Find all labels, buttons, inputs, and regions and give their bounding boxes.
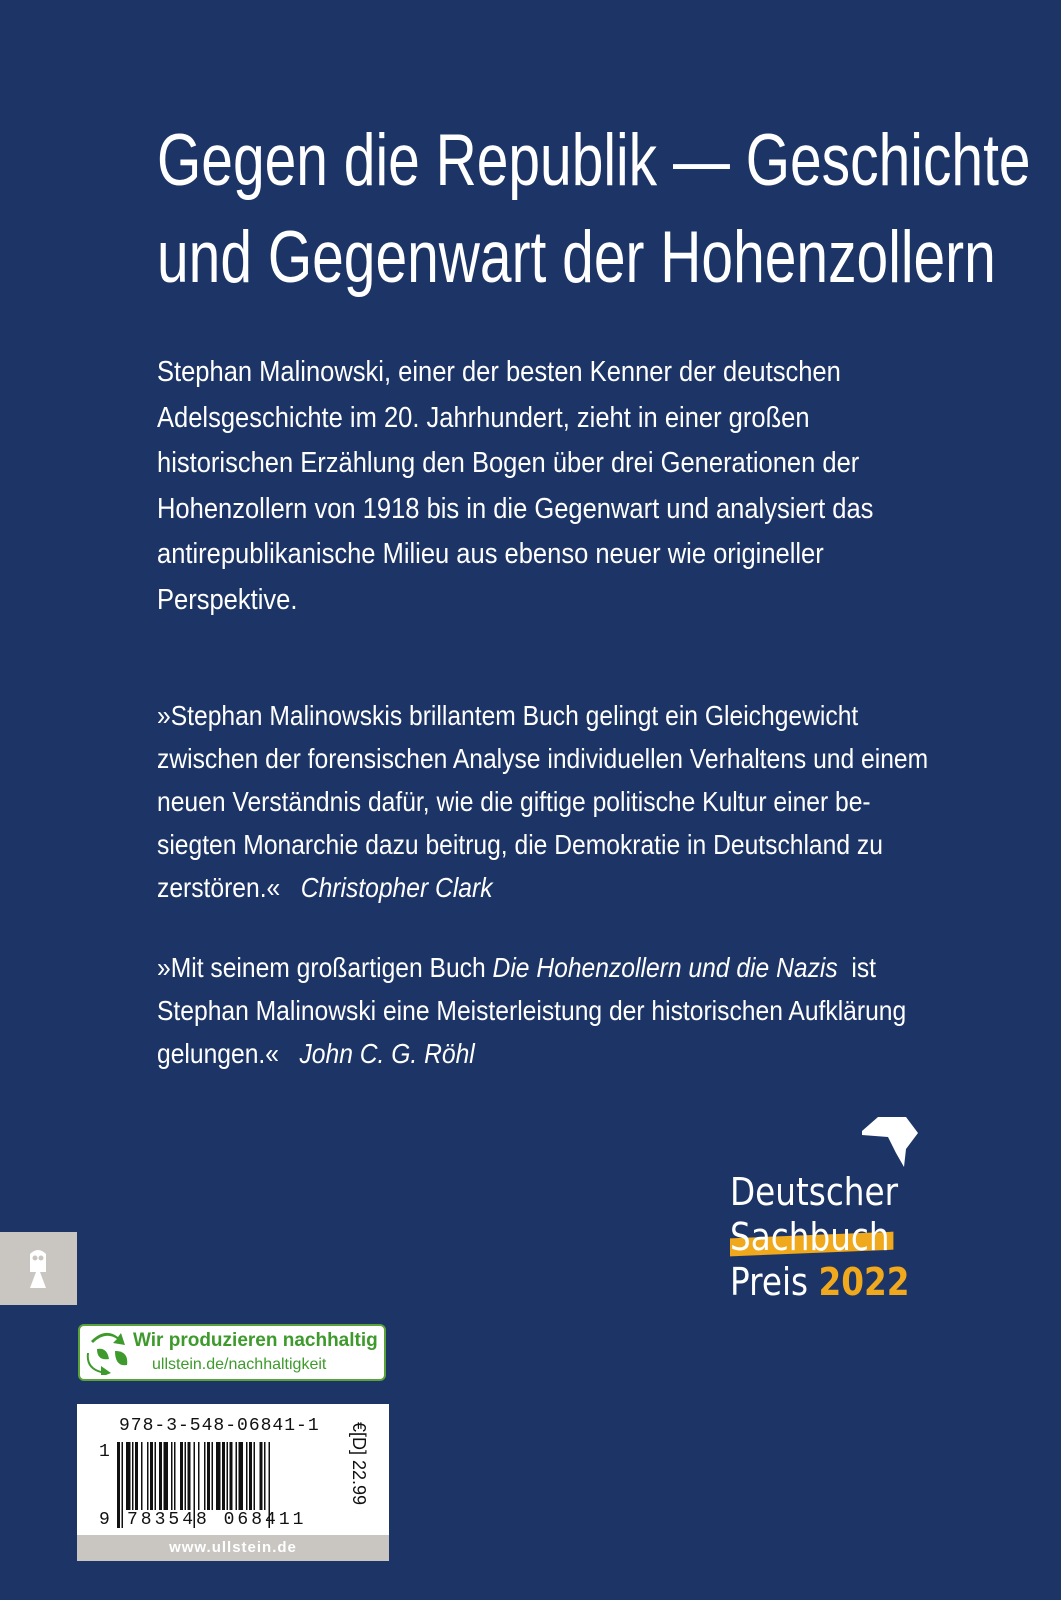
blurb-line: Hohenzollern von 1918 bis in die Gegenwart und analysiert das: [157, 492, 874, 525]
barcode-bar: [188, 1442, 191, 1510]
book-title: [157, 112, 1031, 306]
blurb-line: Perspektive.: [157, 583, 298, 616]
barcode-bar: [171, 1442, 173, 1510]
book-blurb: [157, 350, 927, 623]
award-logo-icon: [860, 1115, 920, 1171]
barcode-bar: [249, 1442, 252, 1510]
sachbuch-preis-award: [730, 1115, 930, 1315]
blurb-line: antirepublikanische Milieu aus ebenso neuer wie origineller: [157, 538, 824, 570]
blurb-line: Adelsgeschichte im 20. Jahrhundert, zieht in einer großen: [157, 401, 810, 434]
barcode-bar: [132, 1442, 134, 1510]
barcode-bar: [174, 1442, 176, 1510]
quote-line: Stephan Malinowski eine Meisterleistung der historischen Aufklärung: [157, 995, 907, 1026]
barcode-bar: [246, 1442, 248, 1510]
barcode-bar: [126, 1442, 131, 1510]
barcode-bar: [159, 1442, 162, 1510]
quote-word: ist: [851, 952, 877, 983]
barcode-bar: [204, 1442, 206, 1510]
barcode-bar: [236, 1442, 238, 1510]
quote-line: neuen Verständnis dafür, wie die giftige politische Kultur einer be-: [157, 786, 871, 817]
barcode-bar: [264, 1442, 266, 1510]
quote-last-line: [157, 866, 835, 909]
award-year: 2022: [818, 1260, 910, 1304]
blurb-line: historischen Erzählung den Bogen über drei Generationen der: [157, 447, 860, 479]
quote-line: »Stephan Malinowskis brillantem Buch gelingt ein Gleichgewicht: [157, 700, 859, 731]
book-reference: Die Hohenzollern und die Nazis: [492, 952, 838, 983]
barcode-bar: [222, 1442, 225, 1510]
quote-last-line: [157, 1032, 835, 1075]
barcode-digit-top: 1: [99, 1442, 110, 1462]
barcode-bar: [150, 1442, 153, 1510]
eco-title: Wir produzieren nachhaltig: [133, 1330, 378, 1351]
award-sachbuch: Sachbuch: [730, 1215, 890, 1259]
barcode-bar: [212, 1442, 214, 1510]
isbn-number: 978-3-548-06841-1: [119, 1416, 320, 1436]
barcode-bar: [254, 1442, 256, 1510]
award-line-1: Deutscher: [730, 1170, 899, 1214]
award-preis: Preis: [730, 1260, 809, 1304]
quote-line: zwischen der forensischen Analyse individuellen Verhaltens und einem: [157, 743, 929, 774]
award-text: [730, 1170, 909, 1305]
eco-url: ullstein.de/nachhaltigkeit: [152, 1356, 327, 1373]
award-line-2: [730, 1215, 909, 1260]
barcode-bar: [180, 1442, 183, 1510]
quote-line: siegten Monarchie dazu beitrug, die Demokratie in Deutschland zu: [157, 829, 883, 860]
barcode-bar: [230, 1442, 233, 1510]
recycle-leaf-icon: [85, 1331, 131, 1375]
barcode-block: [77, 1404, 389, 1561]
barcode-bar: [239, 1442, 244, 1510]
barcode-bar: [207, 1442, 210, 1510]
barcode-bar: [122, 1442, 124, 1528]
quote-end: gelungen.«: [157, 1038, 279, 1069]
quote-line: [157, 946, 877, 989]
barcode-digits: 783548 068411: [127, 1510, 307, 1530]
barcode-bars: [77, 1404, 389, 1535]
barcode-bar: [227, 1442, 229, 1510]
barcode-bar: [216, 1442, 221, 1510]
review-quote-roehl: [157, 946, 927, 1075]
sustainability-badge: [78, 1324, 386, 1381]
publisher-logo-tab: [0, 1232, 77, 1305]
barcode-bar: [147, 1442, 149, 1510]
barcode-bar: [141, 1442, 143, 1510]
quote-start: »Mit seinem großartigen Buch: [157, 952, 486, 983]
quote-author: Christopher Clark: [300, 872, 493, 903]
price-label: €[D] 22.99: [349, 1422, 369, 1506]
barcode-digit-bottom: 9: [99, 1510, 110, 1530]
publisher-website: www.ullstein.de: [77, 1535, 389, 1561]
ullstein-owl-icon: [0, 1232, 77, 1305]
quote-author: John C. G. Röhl: [299, 1038, 475, 1069]
title-line-1: Gegen die Republik — Geschichte: [157, 120, 1031, 201]
title-line-2: und Gegenwart der Hohenzollern: [157, 217, 996, 298]
barcode-bar: [260, 1442, 263, 1510]
barcode-bar: [117, 1442, 120, 1528]
blurb-line: Stephan Malinowski, einer der besten Kenner der deutschen: [157, 356, 841, 388]
barcode-bar: [155, 1442, 157, 1510]
barcode-bar: [198, 1442, 200, 1510]
award-line-3: [730, 1260, 909, 1305]
review-quote-clark: [157, 694, 927, 909]
quote-end: zerstören.«: [157, 872, 281, 903]
barcode-bar: [164, 1442, 169, 1510]
barcode-bar: [185, 1442, 187, 1510]
barcode-bar: [135, 1442, 138, 1510]
